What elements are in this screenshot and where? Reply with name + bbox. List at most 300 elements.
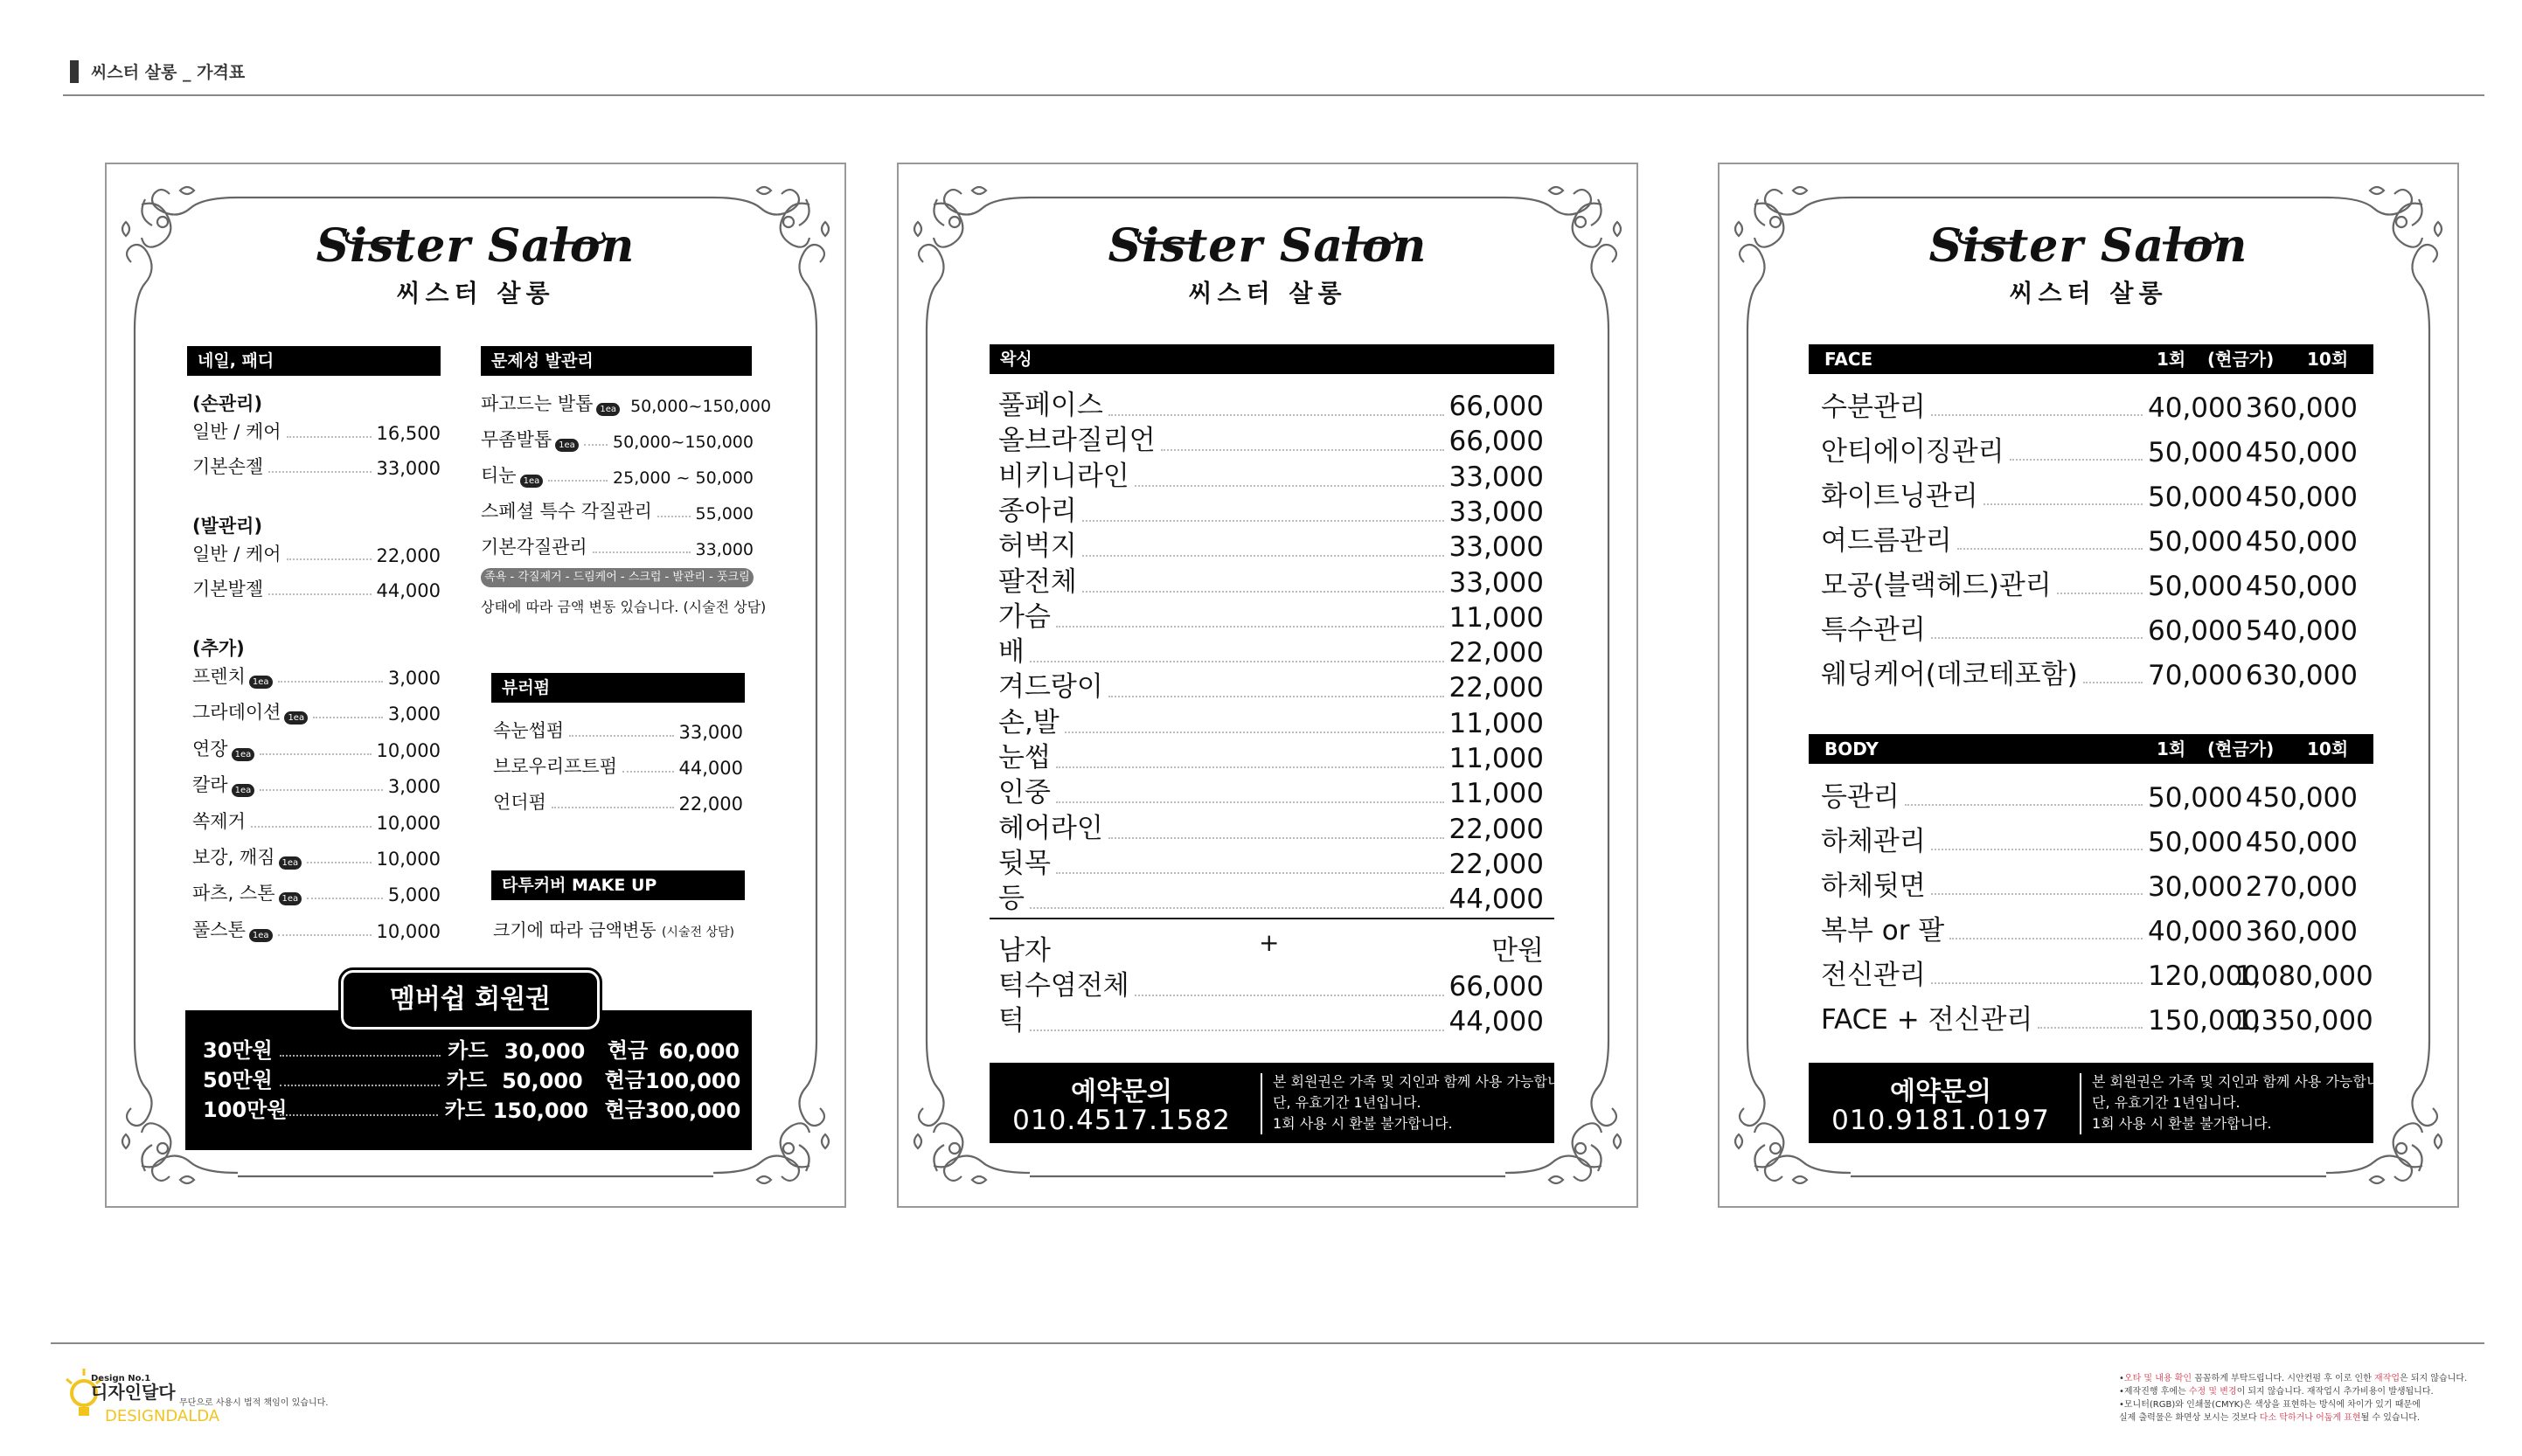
item-name: 칼라	[192, 774, 228, 796]
logo-swoosh	[340, 220, 611, 250]
price-row	[493, 752, 743, 779]
price-row	[1821, 474, 2358, 513]
item-price: 22,000	[1449, 672, 1544, 704]
process-pill: 족욕 - 각질제거 - 드림케어 - 스크럽 - 발관리 - 풋크림	[481, 568, 754, 587]
item-price: 66,000	[1449, 391, 1544, 422]
price-row	[481, 426, 754, 452]
price-row	[493, 717, 743, 743]
membership-row	[203, 1063, 740, 1093]
price-row	[493, 788, 743, 815]
subsection-hand: (손관리)	[192, 393, 263, 414]
item-price: 11,000	[1449, 707, 1544, 739]
price-row	[1821, 429, 2358, 468]
cash-label: 현금	[607, 1038, 649, 1063]
item-name: 스페셜 특수 각질관리	[481, 501, 652, 522]
item-price: 11,000	[1449, 743, 1544, 774]
card-price: 30,000	[504, 1039, 586, 1064]
contact-notes	[2092, 1071, 2398, 1134]
tattoo-note	[493, 916, 734, 941]
price-row	[481, 497, 754, 523]
card-label: 카드	[448, 1038, 489, 1063]
item-name: 뒷목	[998, 847, 1051, 879]
item-price: 22,000	[1449, 848, 1544, 880]
dot-leader	[278, 681, 383, 683]
price-row	[192, 540, 441, 566]
item-name: 종아리	[998, 495, 1077, 527]
contact-note-line: 1회 사용 시 환불 불가합니다.	[1273, 1115, 1453, 1132]
logo-swoosh	[1953, 220, 2224, 250]
membership-title: 멤버쉽 회원권	[341, 970, 600, 1030]
item-price: 44,000	[1449, 884, 1544, 916]
footer-note-part: 꼼꼼하게 부탁드립니다. 시안컨펌 후 이로 인한	[2192, 1374, 2375, 1383]
item-price: 33,000	[695, 540, 754, 559]
cash-price: 100,000	[645, 1069, 741, 1093]
item-name: 웨딩케어(데코테포함)	[1821, 659, 2078, 690]
tattoo-note-main: 크기에 따라 금액변동	[493, 919, 657, 940]
item-price: 66,000	[1449, 426, 1544, 458]
item-name: 눈썹	[998, 742, 1051, 773]
dot-leader	[1056, 766, 1444, 768]
dot-leader	[268, 471, 371, 473]
footer-notes	[2119, 1372, 2467, 1425]
section-header-problem: 문제성 발관리	[481, 346, 752, 376]
price-row	[1821, 774, 2358, 814]
item-name: 티눈	[481, 465, 517, 486]
price-single: 60,000	[2148, 615, 2243, 647]
membership-amount: 30만원	[203, 1038, 273, 1063]
price-row	[998, 998, 1544, 1037]
dot-leader	[1161, 449, 1444, 451]
price-ten: 450,000	[2245, 482, 2358, 513]
dot-leader	[1082, 555, 1444, 557]
item-name: 올브라질리언	[998, 425, 1156, 457]
contact-note-line: 단, 유효기간 1년입니다.	[1273, 1094, 1421, 1111]
dot-leader	[1905, 804, 2143, 806]
dot-leader	[313, 717, 383, 718]
item-name: 인중	[998, 777, 1051, 809]
dot-leader	[1949, 938, 2143, 939]
item-name: 등관리	[1821, 781, 1900, 813]
dot-leader	[569, 735, 673, 737]
section-header-lash: 뷰러펌	[491, 673, 745, 703]
header-col-mid: (현금가)	[2207, 738, 2275, 759]
dot-leader	[280, 1085, 440, 1086]
price-single: 50,000	[2148, 482, 2243, 513]
item-name: 화이트닝관리	[1821, 481, 1978, 512]
price-row	[192, 879, 441, 905]
dot-leader	[260, 789, 383, 791]
contact-note-line: 1회 사용 시 환불 불가합니다.	[2092, 1115, 2272, 1132]
unit-badge: 1ea	[555, 439, 579, 452]
cash-label: 현금	[604, 1068, 645, 1092]
membership-amount: 50만원	[203, 1068, 273, 1092]
brand-name-kr: 씨스터 살롱	[1188, 279, 1347, 308]
problem-note: 상태에 따라 금액 변동 있습니다. (시술전 상담)	[481, 599, 767, 615]
item-price: 5,000	[387, 884, 441, 906]
price-row	[192, 771, 441, 797]
item-name: 허벅지	[998, 530, 1077, 563]
price-row	[998, 735, 1544, 774]
price-row	[1821, 607, 2358, 647]
footer-note-part: 이 되지 않습니다. 재작업시 추가비용이 발생됩니다.	[2236, 1387, 2434, 1397]
price-row	[998, 841, 1544, 880]
brand-name-en: Sister Salon	[1108, 219, 1428, 273]
title-bar-mark	[70, 60, 79, 83]
item-name: 기본손젤	[192, 456, 264, 477]
dot-leader	[1108, 837, 1444, 839]
item-price: 50,000~150,000	[613, 433, 754, 452]
price-row	[998, 454, 1544, 493]
price-ten: 450,000	[2245, 782, 2358, 814]
item-price: 33,000	[1449, 531, 1544, 564]
item-price: 10,000	[376, 920, 441, 942]
item-name: 일반 / 케어	[192, 544, 281, 565]
dot-leader	[1082, 520, 1444, 522]
price-single: 50,000	[2148, 827, 2243, 858]
contact-note-line: 단, 유효기간 1년입니다.	[2092, 1094, 2241, 1111]
footer-note-part: 재작업	[2374, 1374, 2400, 1383]
price-row	[192, 575, 441, 601]
contact-divider	[1261, 1073, 1262, 1134]
price-ten: 1,350,000	[2235, 1005, 2373, 1037]
menu-card-skincare	[1718, 163, 2459, 1208]
cash-label: 현금	[604, 1098, 646, 1122]
price-row	[998, 418, 1544, 457]
price-row	[192, 418, 441, 444]
unit-badge: 1ea	[596, 403, 620, 416]
dot-leader	[1931, 982, 2143, 984]
price-ten: 450,000	[2245, 526, 2358, 558]
membership-row	[203, 1033, 740, 1064]
logo-kr-text: 디자인달다	[91, 1382, 176, 1403]
item-price: 3,000	[387, 668, 441, 689]
dot-leader	[251, 826, 372, 828]
price-ten: 450,000	[2245, 571, 2358, 602]
price-row	[192, 662, 441, 689]
contact-divider	[2080, 1073, 2081, 1134]
item-name: 파고드는 발톱	[481, 393, 594, 414]
item-price: 3,000	[387, 776, 441, 798]
footer-note-part: •제작진행 후에는	[2119, 1387, 2189, 1397]
item-name: 복부 or 팔	[1821, 915, 1945, 946]
dot-leader	[1030, 661, 1444, 662]
item-price: 만원	[1491, 935, 1544, 967]
tattoo-note-small: (시술전 상담)	[661, 926, 734, 939]
footer-note-part: 은 되지 않습니다.	[2400, 1374, 2468, 1383]
card-price: 50,000	[502, 1069, 583, 1093]
dot-leader	[1056, 626, 1444, 627]
dot-leader	[1957, 548, 2143, 550]
item-name: 턱	[998, 1005, 1025, 1037]
unit-badge: 1ea	[520, 475, 544, 488]
item-name: 수분관리	[1821, 392, 1926, 423]
contact-notes	[1273, 1071, 1579, 1134]
price-row	[998, 559, 1544, 599]
dot-leader	[548, 480, 608, 482]
unit-badge: 1ea	[279, 856, 302, 870]
item-name: 특수관리	[1821, 614, 1926, 646]
item-price: 16,500	[376, 423, 441, 444]
item-price: 22,000	[1449, 813, 1544, 845]
contact-label: 예약문의	[1890, 1077, 1991, 1107]
item-price: 10,000	[376, 739, 441, 761]
dot-leader	[657, 516, 691, 517]
price-row	[481, 390, 772, 416]
dot-leader	[1931, 849, 2143, 850]
item-name: 파츠, 스톤	[192, 883, 275, 905]
dot-leader	[1135, 995, 1444, 996]
item-name: 언더펌	[493, 792, 546, 813]
header-title: FACE	[1824, 349, 1873, 370]
unit-badge: 1ea	[279, 892, 302, 905]
price-ten: 270,000	[2245, 871, 2358, 903]
price-row	[481, 461, 754, 488]
item-price: 11,000	[1449, 778, 1544, 810]
dot-leader	[1931, 637, 2143, 639]
price-row	[998, 876, 1544, 915]
price-single: 50,000	[2148, 437, 2243, 468]
item-price: 25,000 ~ 50,000	[613, 468, 754, 488]
section-header-waxing: 왁싱	[990, 344, 1554, 374]
dot-leader	[307, 898, 383, 899]
header-col-mid: (현금가)	[2207, 349, 2275, 370]
price-single: 50,000	[2148, 526, 2243, 558]
item-price: 3,000	[387, 704, 441, 725]
item-name: 팔전체	[998, 565, 1077, 598]
price-single: 50,000	[2148, 571, 2243, 602]
dot-leader	[1931, 893, 2143, 895]
dot-leader	[280, 1114, 438, 1116]
item-name: 가슴	[998, 600, 1051, 633]
item-name: 연장	[192, 738, 228, 759]
item-name: 여드름관리	[1821, 525, 1952, 557]
footer-note-part: 오타 및 내용 확인	[2123, 1374, 2192, 1383]
cash-price: 300,000	[645, 1099, 741, 1123]
header-col-10: 10회	[2307, 349, 2349, 370]
item-name: 그라데이션	[192, 702, 281, 724]
price-ten: 450,000	[2245, 827, 2358, 858]
dot-leader	[278, 934, 372, 936]
price-row	[1821, 863, 2358, 903]
header-col-1: 1회	[2157, 738, 2186, 759]
dot-leader	[1056, 801, 1444, 803]
footer-note-part: 수정 및 변경	[2188, 1387, 2237, 1397]
page-title: 씨스터 살롱 _ 가격표	[91, 63, 246, 82]
price-row	[998, 806, 1544, 845]
item-name: 배	[998, 636, 1025, 669]
price-row	[998, 770, 1544, 809]
price-ten: 450,000	[2245, 437, 2358, 468]
contact-note-line: 본 회원권은 가족 및 지인과 함께 사용 가능합니다.	[2092, 1073, 2398, 1090]
footer-note-part: 될 수 있습니다.	[2360, 1413, 2421, 1423]
dot-leader	[1108, 696, 1444, 697]
dot-leader	[287, 558, 372, 560]
top-rule	[63, 94, 2484, 96]
price-ten: 630,000	[2245, 660, 2358, 691]
dot-leader	[260, 753, 371, 755]
bottom-rule	[51, 1342, 2484, 1344]
price-row	[1821, 385, 2358, 424]
item-price: 10,000	[376, 812, 441, 834]
item-price: 11,000	[1449, 601, 1544, 634]
menu-card-nail	[105, 163, 846, 1208]
dot-leader	[2010, 459, 2143, 461]
item-price: 44,000	[1449, 1006, 1544, 1037]
dot-leader	[622, 771, 674, 773]
price-row	[998, 383, 1544, 422]
dot-leader	[2057, 593, 2143, 594]
price-single: 120,000	[2148, 960, 2261, 992]
item-price: 22,000	[1449, 637, 1544, 669]
price-single: 150,000	[2148, 1005, 2261, 1037]
item-name: 남자	[998, 935, 1051, 967]
item-name: 무좀발톱	[481, 429, 552, 450]
dot-leader	[1030, 1030, 1444, 1031]
price-single: 40,000	[2148, 916, 2243, 947]
item-name: 기본발젤	[192, 579, 264, 600]
item-name: 하체뒷면	[1821, 870, 1926, 902]
section-header-tattoo: 타투커버 MAKE UP	[491, 870, 745, 900]
brand-name-kr: 씨스터 살롱	[2009, 279, 2168, 308]
item-name: 브로우리프트펌	[493, 756, 618, 777]
logo-top-text: Design No.1	[91, 1374, 151, 1383]
item-price: 22,000	[376, 545, 441, 566]
dot-leader	[1135, 485, 1444, 487]
dot-leader	[1931, 414, 2143, 416]
item-price: 33,000	[1449, 566, 1544, 599]
dot-leader	[593, 551, 691, 553]
section-header-body	[1809, 734, 2373, 764]
price-single: 30,000	[2148, 871, 2243, 903]
price-row	[1821, 518, 2358, 558]
contact-phone: 010.9181.0197	[1831, 1105, 2050, 1136]
price-row	[1821, 819, 2358, 858]
footer-note-line	[2119, 1372, 2467, 1385]
plus-sign: +	[1259, 928, 1280, 957]
price-ten: 540,000	[2245, 615, 2358, 647]
section-header-face	[1809, 344, 2373, 374]
item-name: 쏙제거	[192, 810, 246, 832]
dot-leader	[268, 593, 371, 595]
footer-note-line	[2119, 1411, 2467, 1425]
item-name: 기본각질관리	[481, 537, 587, 558]
item-price: 22,000	[678, 794, 743, 815]
cash-price: 60,000	[658, 1039, 740, 1064]
item-name: 속눈썹펌	[493, 720, 565, 741]
dot-leader	[287, 436, 372, 438]
unit-badge: 1ea	[249, 929, 273, 942]
card-label: 카드	[444, 1098, 485, 1122]
price-row	[1821, 953, 2373, 992]
price-row	[1821, 908, 2358, 947]
contact-note-line: 본 회원권은 가족 및 지인과 함께 사용 가능합니다.	[1273, 1073, 1579, 1090]
price-row	[192, 453, 441, 479]
dot-leader	[1065, 731, 1444, 733]
brand-name-kr: 씨스터 살롱	[396, 279, 555, 308]
price-single: 50,000	[2148, 782, 2243, 814]
price-single: 70,000	[2148, 660, 2243, 691]
item-name: 프렌치	[192, 666, 246, 687]
footer-note-line	[2119, 1385, 2467, 1398]
item-name: 안티에이징관리	[1821, 436, 2004, 468]
dot-leader	[1056, 872, 1444, 874]
price-row	[1821, 652, 2358, 691]
item-name: 모공(블랙헤드)관리	[1821, 570, 2052, 601]
header-title: BODY	[1824, 738, 1879, 759]
brand-name-en: Sister Salon	[1928, 219, 2248, 273]
price-single: 40,000	[2148, 392, 2243, 424]
dot-leader	[584, 444, 608, 446]
brand-name-en: Sister Salon	[316, 219, 636, 273]
footer-note-part: 다소 탁하거나 어둡게 표현	[2259, 1413, 2361, 1423]
price-row	[192, 843, 441, 870]
item-name: 비키니라인	[998, 460, 1129, 492]
dot-leader	[280, 1055, 441, 1057]
subsection-foot: (발관리)	[192, 516, 263, 537]
item-name: 등	[998, 883, 1025, 915]
price-ten: 1,080,000	[2235, 960, 2373, 992]
footer-note-part: 실제 출력물은 화면상 보시는 것보다	[2119, 1413, 2260, 1423]
card-label: 카드	[446, 1068, 488, 1092]
dot-leader	[552, 807, 674, 808]
price-ten: 360,000	[2245, 916, 2358, 947]
dot-leader	[1108, 414, 1444, 416]
price-row	[481, 533, 754, 559]
dot-leader	[307, 862, 371, 863]
price-row	[1821, 997, 2373, 1037]
header-col-1: 1회	[2157, 349, 2186, 370]
price-row	[192, 698, 441, 725]
item-price: 66,000	[1449, 971, 1544, 1002]
price-row	[192, 735, 441, 761]
item-name: 턱수염전체	[998, 970, 1129, 1002]
footer-copyright: 무단으로 사용시 법적 책임이 있습니다.	[179, 1398, 329, 1408]
footer-note-part: •	[2119, 1374, 2124, 1383]
item-name: 전신관리	[1821, 960, 1926, 991]
unit-badge: 1ea	[232, 748, 255, 761]
item-price: 33,000	[1449, 496, 1544, 528]
item-price: 33,000	[376, 458, 441, 479]
price-row	[998, 700, 1544, 739]
contact-phone: 010.4517.1582	[1012, 1105, 1231, 1136]
dot-leader	[1984, 503, 2143, 505]
subsection-extra: (추가)	[192, 638, 245, 659]
unit-badge: 1ea	[249, 676, 273, 689]
section-separator	[990, 918, 1554, 919]
menu-card-waxing	[897, 163, 1638, 1208]
item-price: 55,000	[695, 504, 754, 523]
dot-leader	[2038, 1027, 2143, 1029]
dot-leader	[2083, 682, 2143, 683]
section-header-nail: 네일, 패디	[187, 346, 441, 376]
price-row	[998, 489, 1544, 528]
card-price: 150,000	[492, 1099, 588, 1123]
logo-swoosh	[1132, 220, 1403, 250]
price-row	[998, 963, 1544, 1002]
price-row	[192, 808, 441, 834]
contact-label: 예약문의	[1071, 1077, 1172, 1107]
price-row	[1821, 563, 2358, 602]
membership-row	[203, 1092, 740, 1123]
item-price: 33,000	[1449, 461, 1544, 493]
footer-note-line	[2119, 1398, 2467, 1411]
price-ten: 360,000	[2245, 392, 2358, 424]
dot-leader	[1082, 591, 1444, 593]
unit-badge: 1ea	[232, 784, 255, 797]
item-name: FACE + 전신관리	[1821, 1004, 2033, 1036]
item-name: 풀페이스	[998, 390, 1103, 421]
price-row	[192, 916, 441, 942]
